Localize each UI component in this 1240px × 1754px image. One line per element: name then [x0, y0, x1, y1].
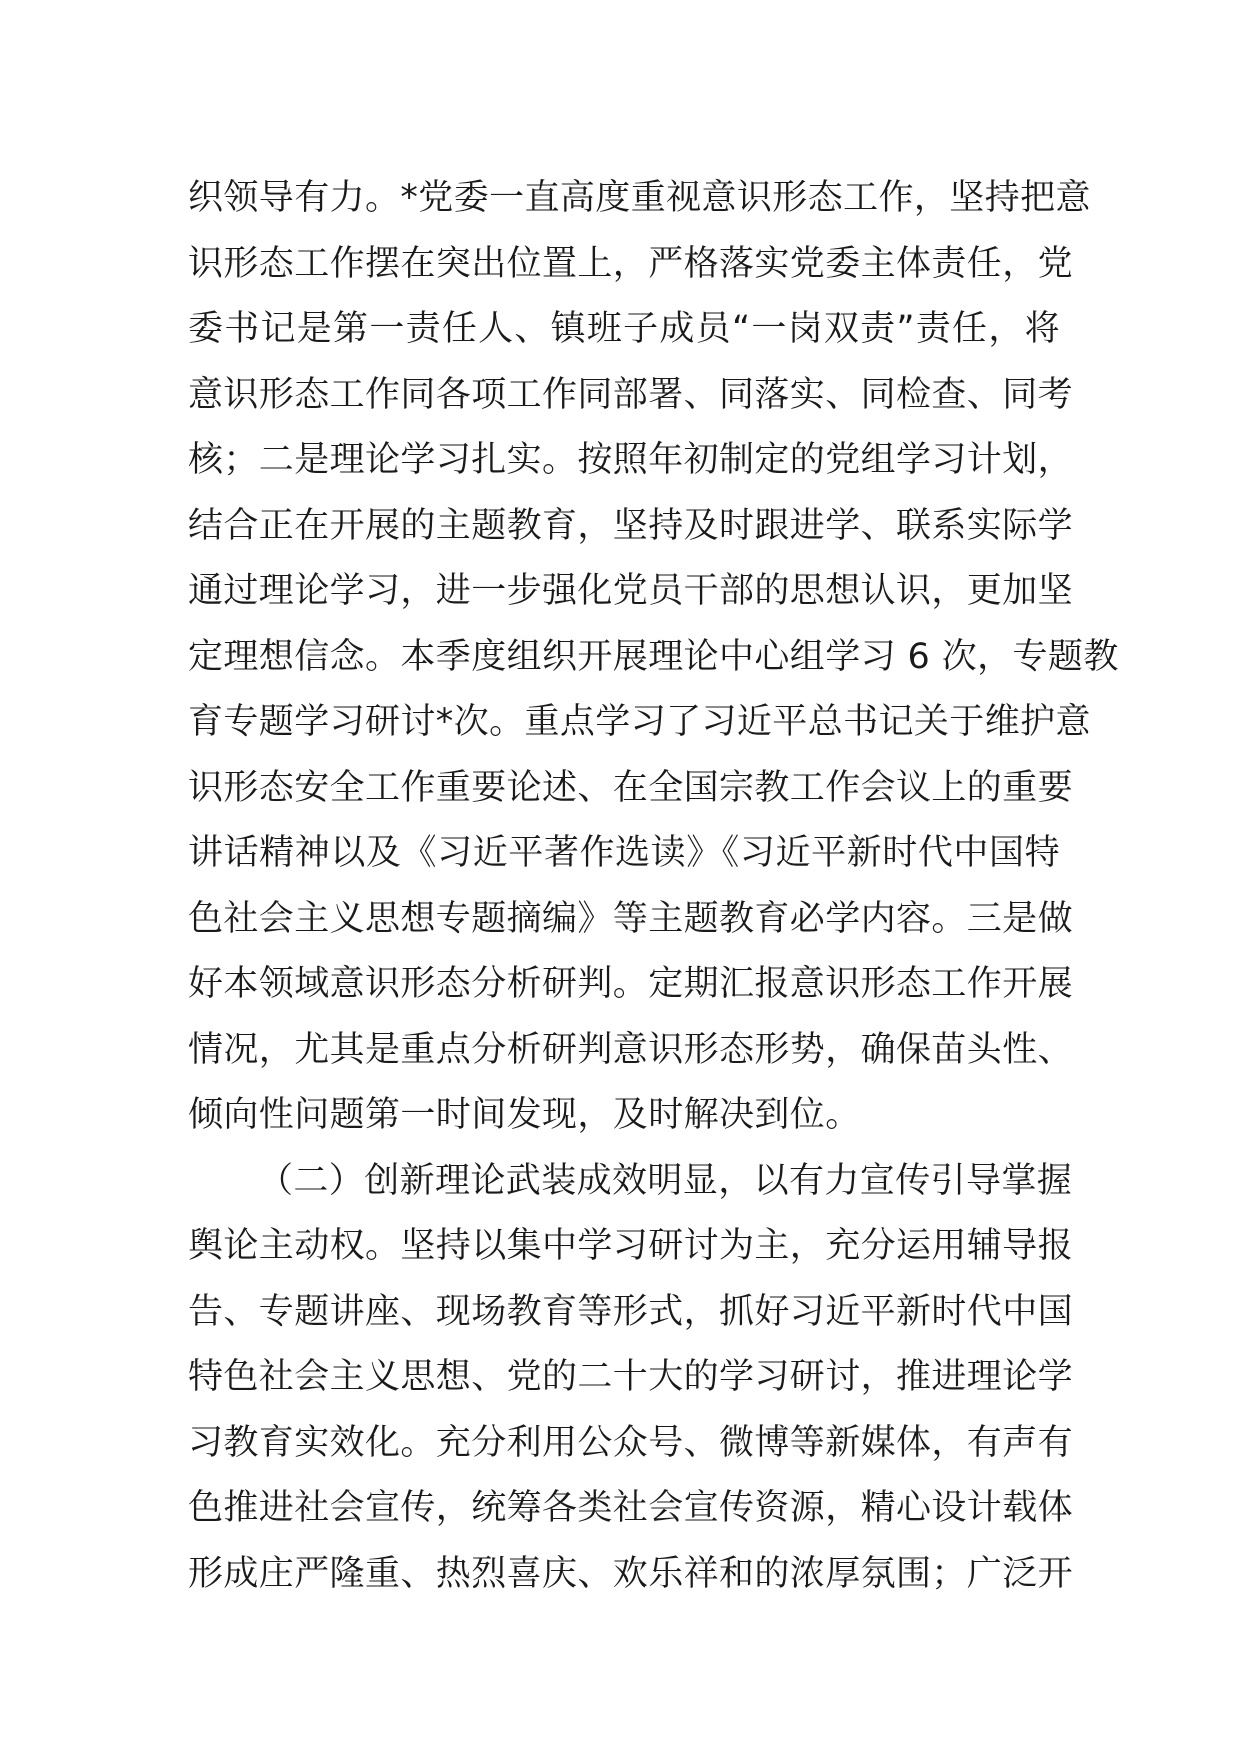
text-line: 育专题学习研讨*次。重点学习了习近平总书记关于维护意: [188, 702, 1091, 742]
text-line: 色推进社会宣传，统筹各类社会宣传资源，精心设计载体: [188, 1488, 1074, 1528]
text-line: 告、专题讲座、现场教育等形式，抓好习近平新时代中国: [188, 1291, 1074, 1332]
text-line: 情况，尤其是重点分析研判意识形态形势，确保苗头性、: [188, 1029, 1074, 1070]
text-line: 习教育实效化。充分利用公众号、微博等新媒体，有声有: [188, 1422, 1074, 1463]
text-line: 识形态安全工作重要论述、在全国宗教工作会议上的重要: [188, 767, 1074, 808]
text-line: 结合正在开展的主题教育，坚持及时跟进学、联系实际学: [188, 505, 1074, 546]
paragraph-end-line: 倾向性问题第一时间发现，及时解决到位。: [188, 1095, 861, 1135]
text-line: 定理想信念。本季度组织开展理论中心组学习 6 次，专题教: [188, 636, 1119, 677]
text-line: 识形态工作摆在突出位置上，严格落实党委主体责任，党: [188, 243, 1074, 284]
text-line: 织领导有力。*党委一直高度重视意识形态工作，坚持把意: [188, 178, 1091, 218]
text-line: 通过理论学习，进一步强化党员干部的思想认识，更加坚: [188, 571, 1074, 611]
text-line: 核；二是理论学习扎实。按照年初制定的党组学习计划，: [188, 440, 1074, 480]
text-line: 委书记是第一责任人、镇班子成员“一岗双责”责任，将: [188, 309, 1060, 349]
text-line: 舆论主动权。坚持以集中学习研讨为主，充分运用辅导报: [188, 1226, 1074, 1266]
text-line: 色社会主义思想专题摘编》等主题教育必学内容。三是做: [188, 898, 1074, 939]
text-line: 特色社会主义思想、党的二十大的学习研讨，推进理论学: [188, 1357, 1074, 1397]
section-heading-line: （二）创新理论武装成效明显，以有力宣传引导掌握: [258, 1160, 1073, 1201]
body-text: [188, 166, 1119, 1607]
text-line: 讲话精神以及《习近平著作选读》《习近平新时代中国特: [188, 833, 1060, 873]
text-line: 意识形态工作同各项工作同部署、同落实、同检查、同考: [188, 374, 1074, 415]
text-line: 好本领域意识形态分析研判。定期汇报意识形态工作开展: [188, 964, 1074, 1004]
text-line: 形成庄严隆重、热烈喜庆、欢乐祥和的浓厚氛围；广泛开: [188, 1553, 1074, 1594]
